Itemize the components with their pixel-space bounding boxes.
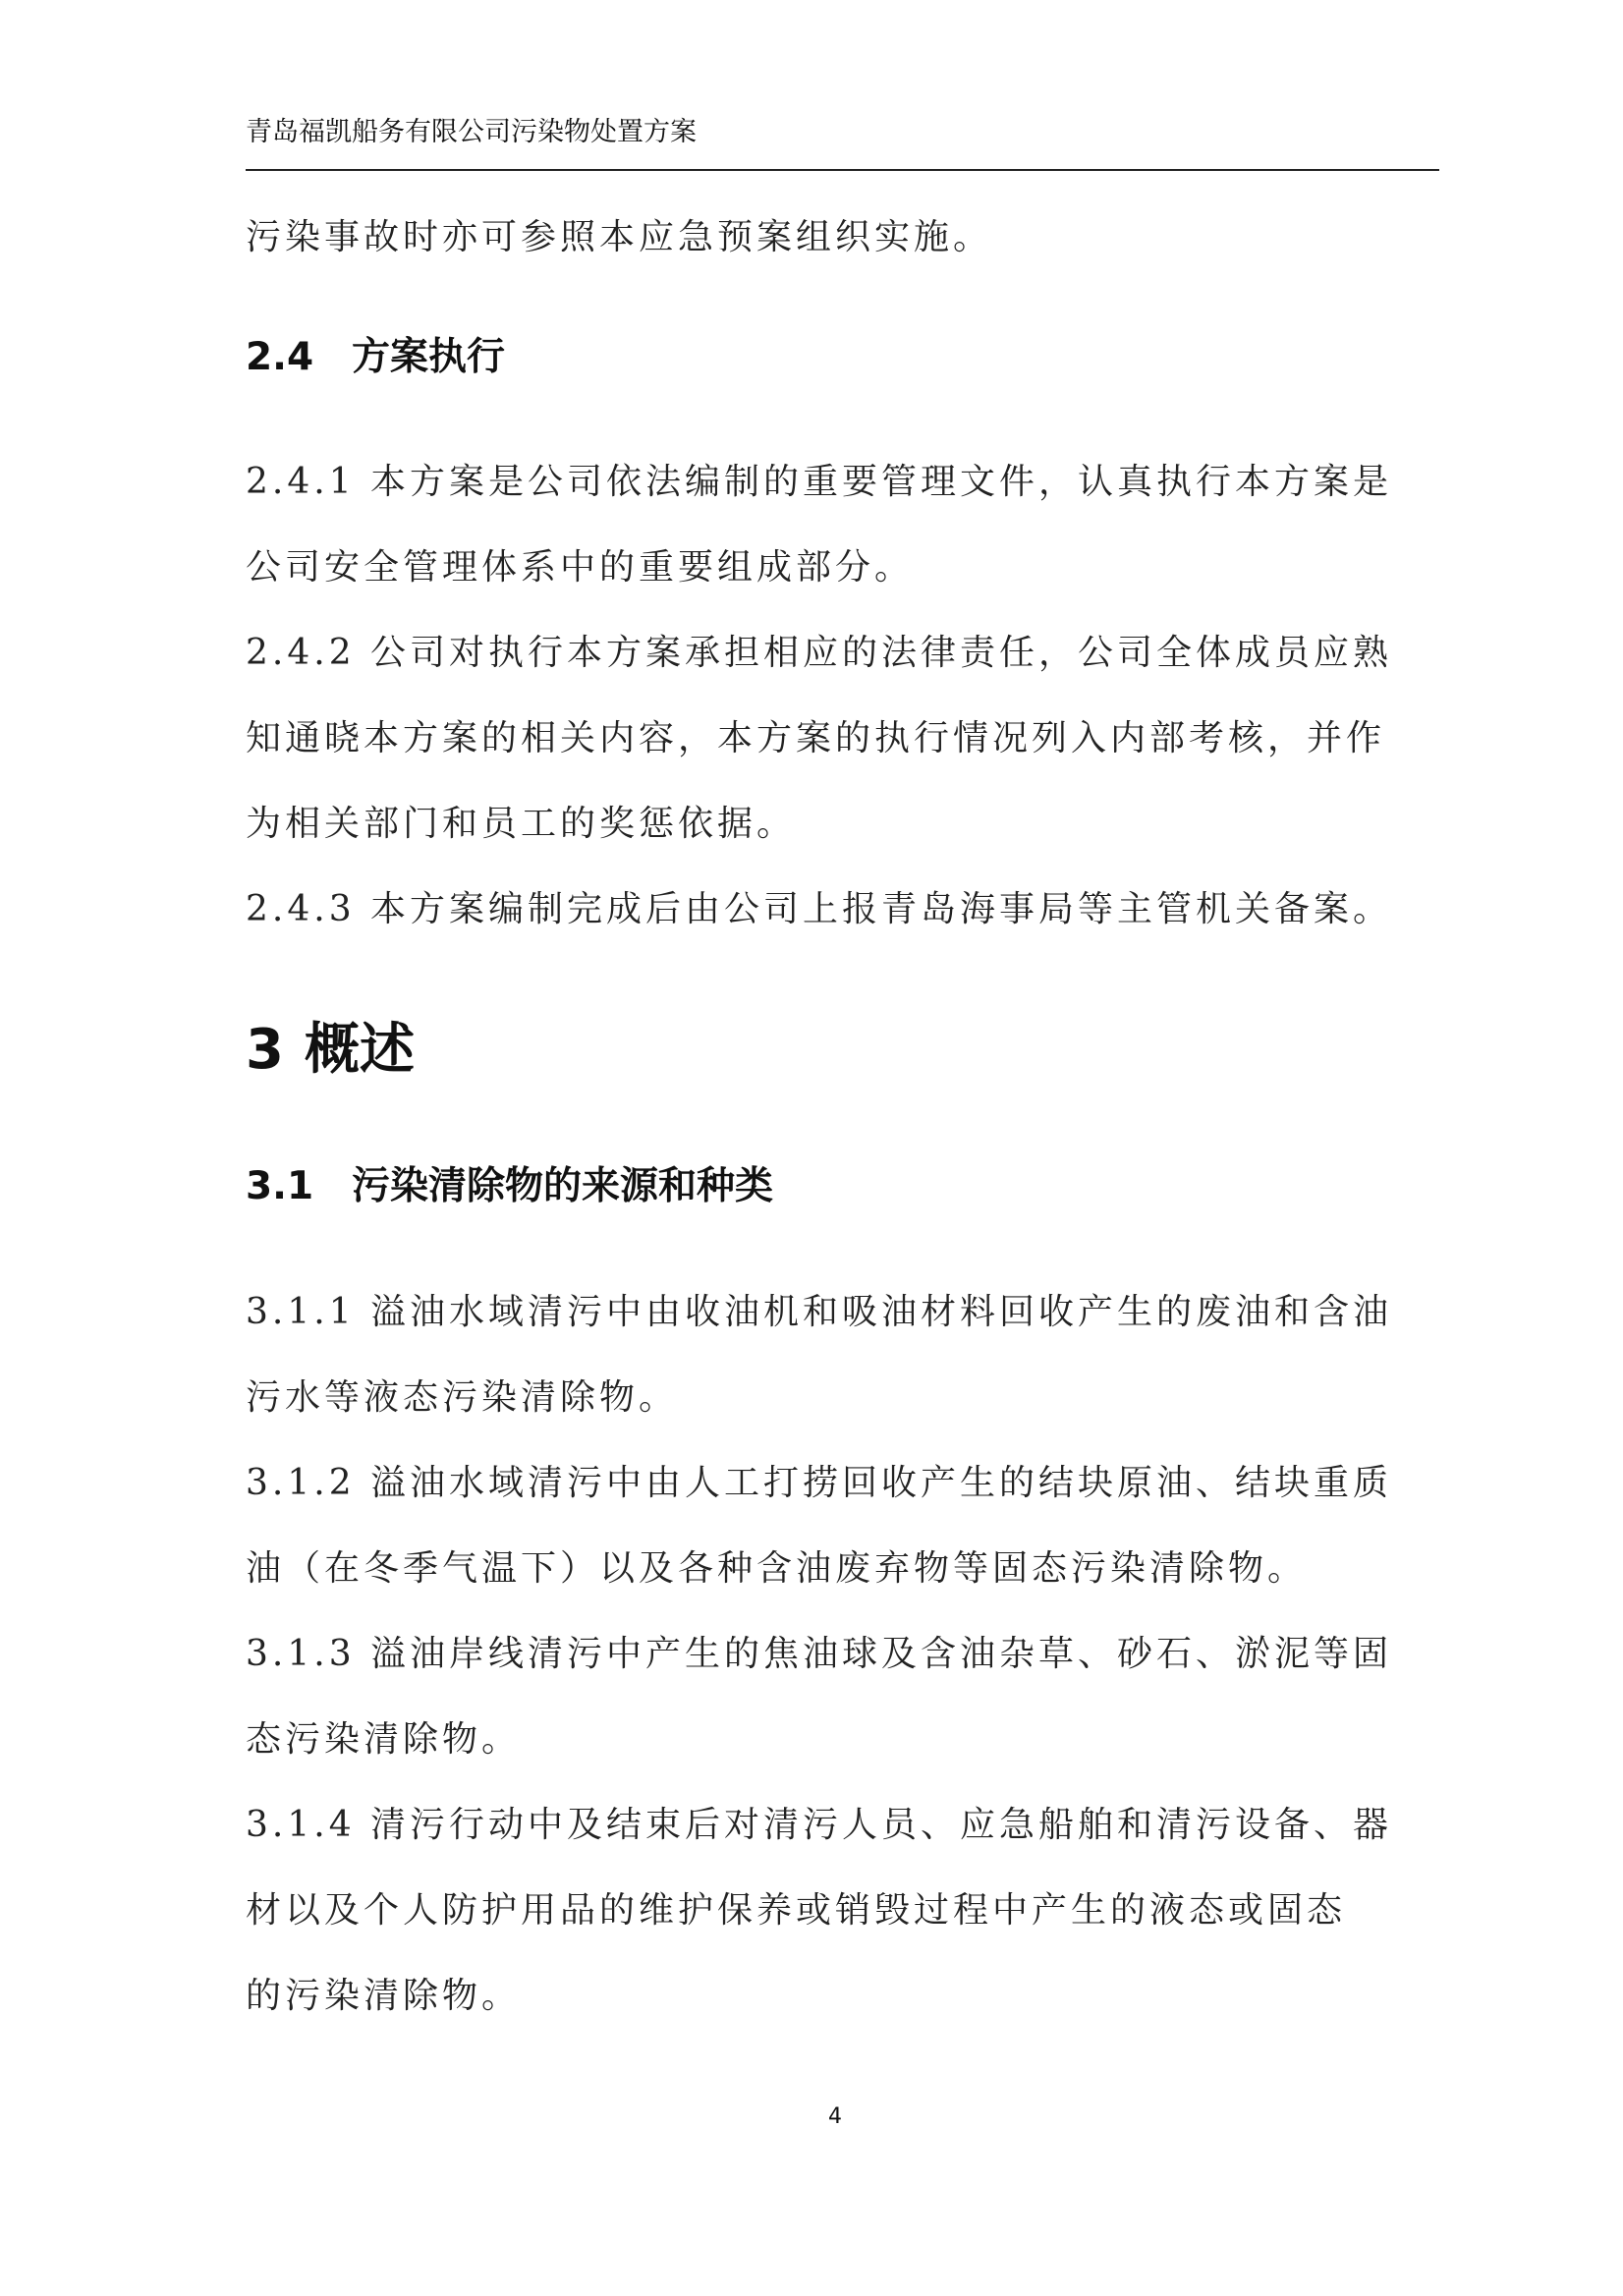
paragraph-3-1-3-line-1: 3.1.3 溢油岸线清污中产生的焦油球及含油杂草、砂石、淤泥等固 <box>246 1634 1393 1674</box>
chapter-number: 3 <box>246 1018 284 1082</box>
page-number: 4 <box>828 2104 842 2129</box>
paragraph-2-4-2-line-3: 为相关部门和员工的奖惩依据。 <box>246 804 797 844</box>
paragraph-2-4-1-line-2: 公司安全管理体系中的重要组成部分。 <box>246 547 915 588</box>
paragraph-3-1-1-line-1: 3.1.1 溢油水域清污中由收油机和吸油材料回收产生的废油和含油 <box>246 1292 1393 1332</box>
section-number: 2.4 <box>246 335 314 379</box>
paragraph-2-4-2-line-2: 知通晓本方案的相关内容，本方案的执行情况列入内部考核，并作 <box>246 718 1386 758</box>
paragraph-2-4-3-line-1: 2.4.3 本方案编制完成后由公司上报青岛海事局等主管机关备案。 <box>246 889 1393 929</box>
paragraph-2-4-2-line-1: 2.4.2 公司对执行本方案承担相应的法律责任，公司全体成员应熟 <box>246 633 1393 673</box>
intro-continuation-line: 污染事故时亦可参照本应急预案组织实施。 <box>246 217 993 257</box>
paragraph-3-1-1-line-2: 污水等液态污染清除物。 <box>246 1377 679 1418</box>
document-title: 青岛福凯船务有限公司污染物处置方案 <box>246 117 697 147</box>
chapter-heading-3 <box>246 1013 415 1088</box>
paragraph-3-1-4-line-3: 的污染清除物。 <box>246 1976 522 2016</box>
paragraph-3-1-2-line-1: 3.1.2 溢油水域清污中由人工打捞回收产生的结块原油、结块重质 <box>246 1463 1393 1503</box>
page-header <box>246 113 1439 171</box>
section-number: 3.1 <box>246 1164 314 1208</box>
chapter-title: 概述 <box>305 1018 415 1082</box>
section-heading-2-4 <box>246 330 505 385</box>
paragraph-3-1-3-line-2: 态污染清除物。 <box>246 1719 522 1760</box>
paragraph-3-1-4-line-2: 材以及个人防护用品的维护保养或销毁过程中产生的液态或固态 <box>246 1890 1347 1931</box>
section-title: 污染清除物的来源和种类 <box>352 1164 774 1208</box>
paragraph-3-1-2-line-2: 油（在冬季气温下）以及各种含油废弃物等固态污染清除物。 <box>246 1548 1308 1589</box>
section-heading-3-1 <box>246 1159 773 1214</box>
paragraph-3-1-4-line-1: 3.1.4 清污行动中及结束后对清污人员、应急船舶和清污设备、器 <box>246 1805 1393 1845</box>
section-title: 方案执行 <box>352 335 506 379</box>
paragraph-2-4-1-line-1: 2.4.1 本方案是公司依法编制的重要管理文件，认真执行本方案是 <box>246 462 1393 502</box>
